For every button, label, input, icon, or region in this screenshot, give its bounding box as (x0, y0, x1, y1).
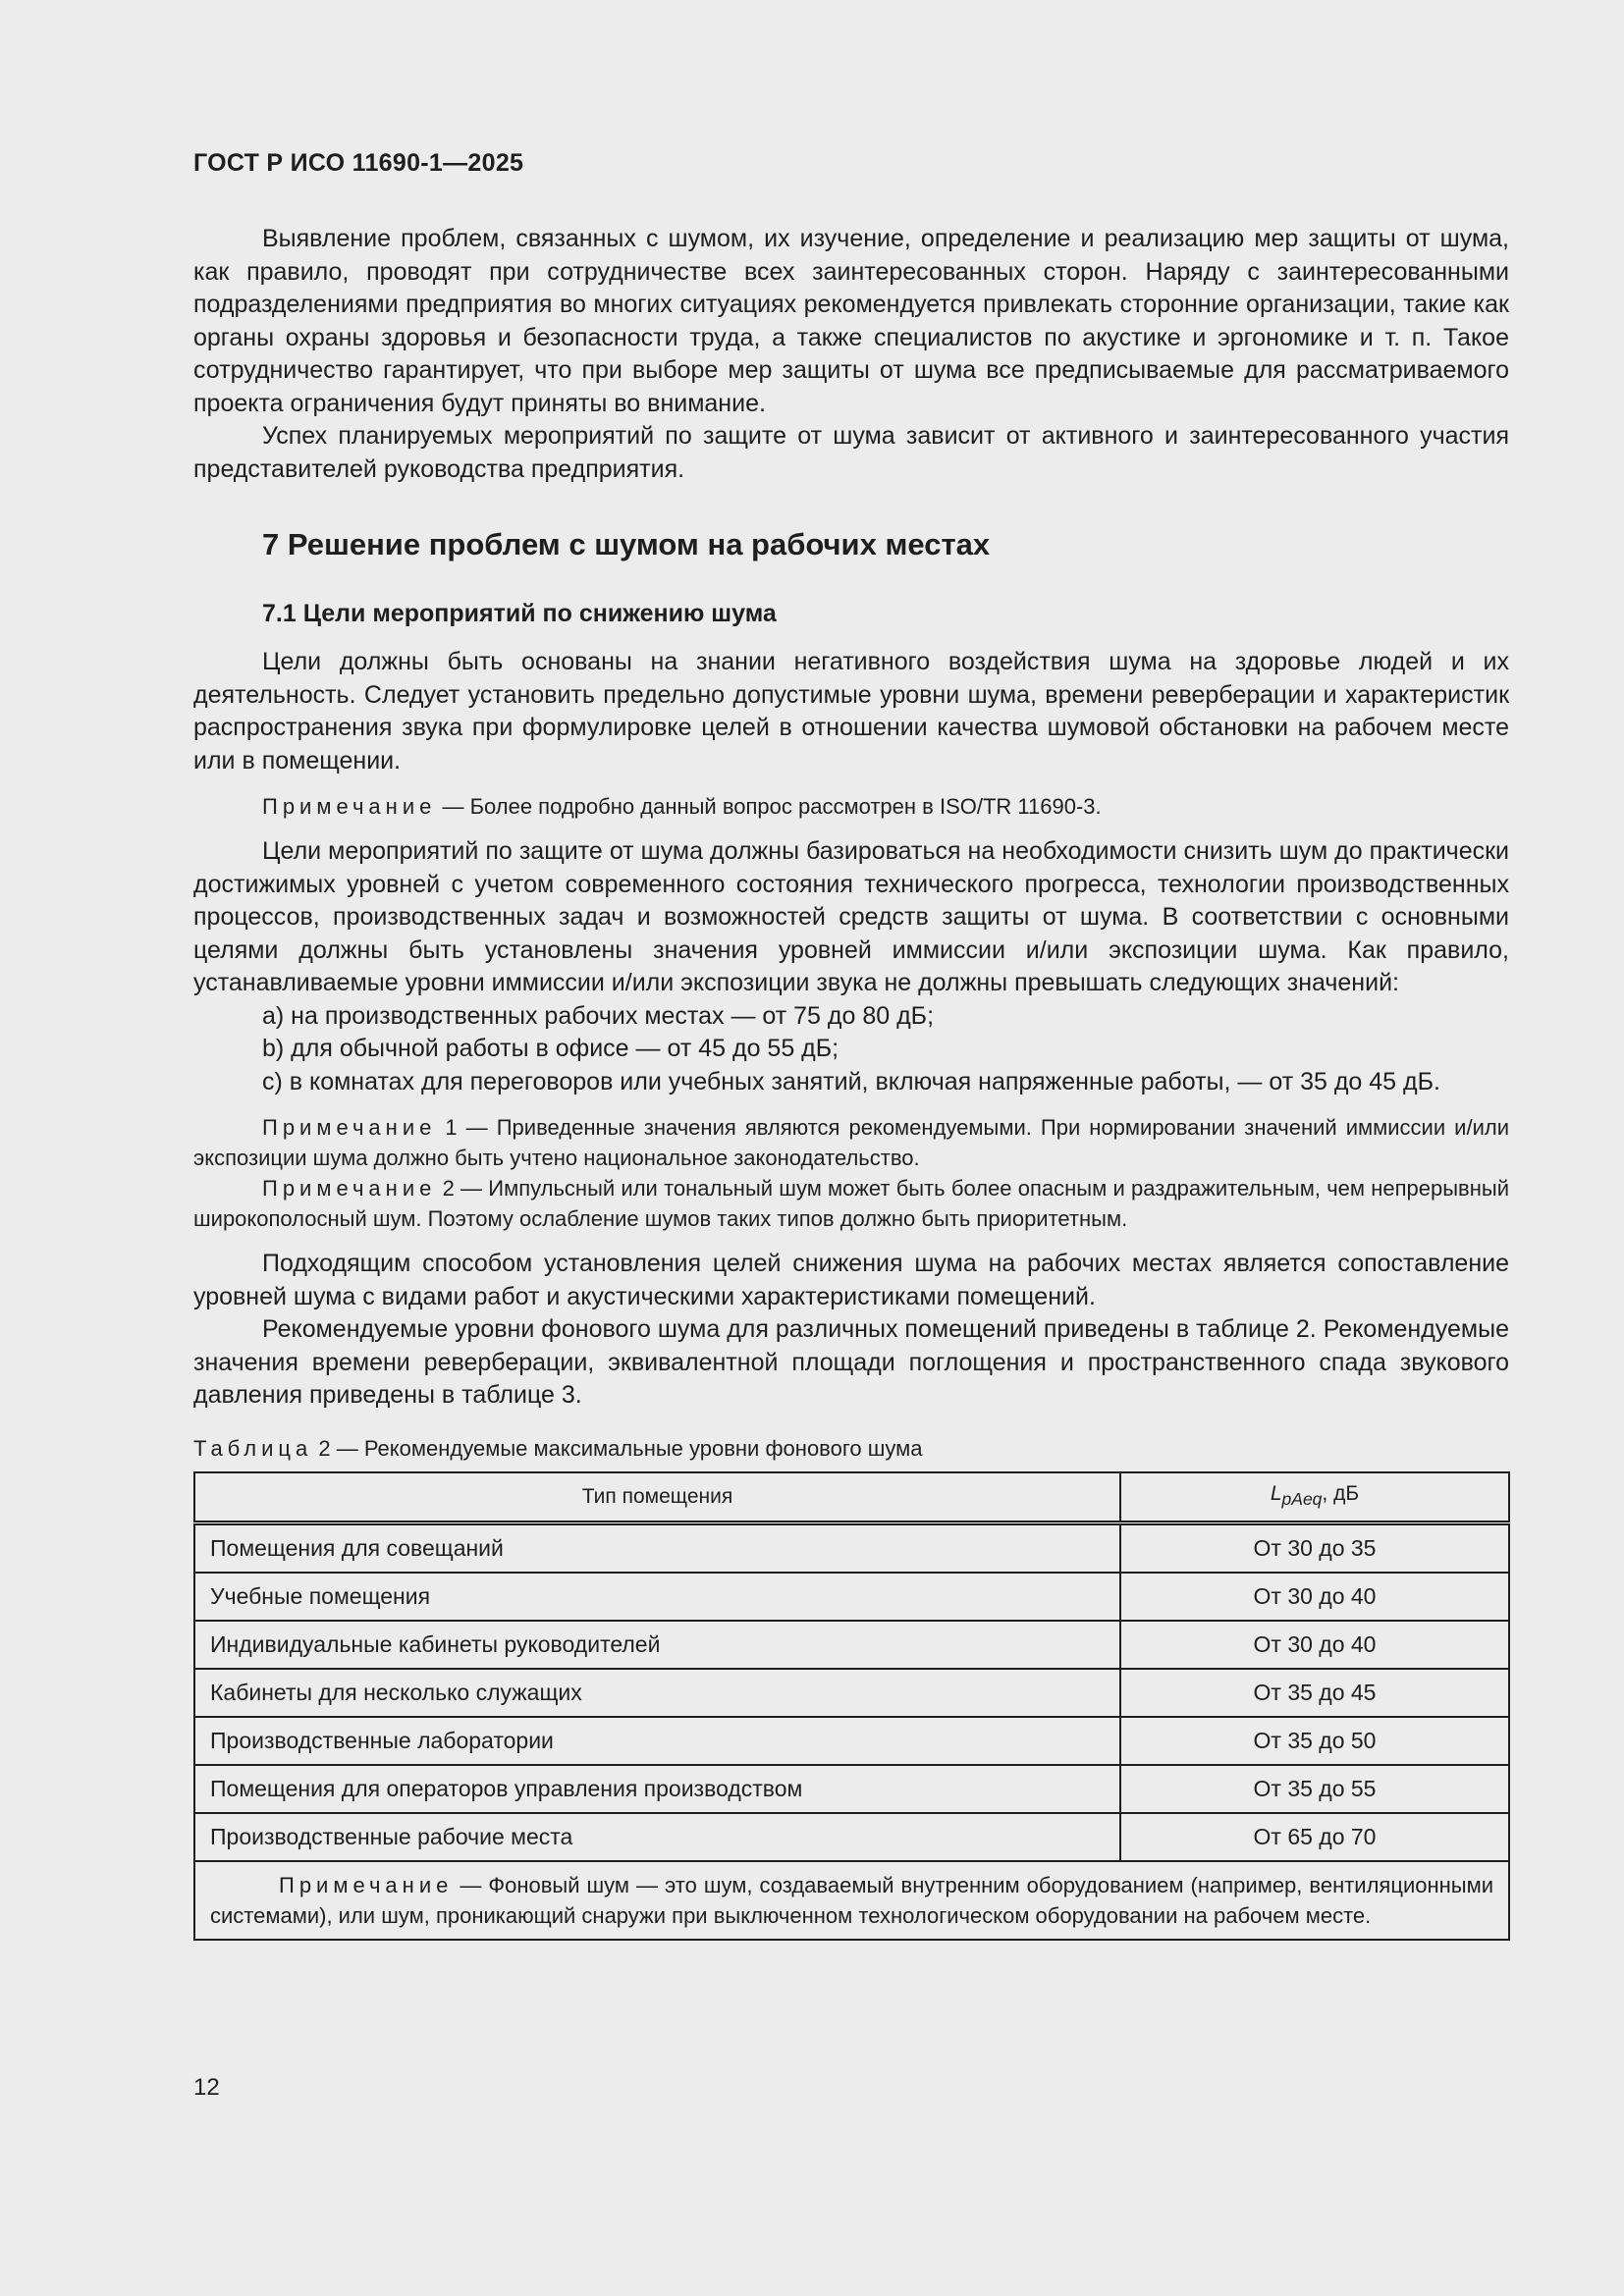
cell-level: От 30 до 40 (1120, 1573, 1509, 1621)
list-item: c) в комнатах для переговоров или учебных занятий, включая напряженные работы, — от 35 до 45 дБ. (262, 1067, 1440, 1095)
note-text: 2 — Импульсный или тональный шум может быть более опасным и раздражительным, чем непрерывный широкополосный шум. Поэтому ослабление шумов таких типов должно быть приоритетным. (193, 1176, 1509, 1231)
paragraph: Цели мероприятий по защите от шума должны базироваться на необходимости снизить шум до практически достижимых уровней с учетом современного состояния технического прогресса, технологии производственных процессов, производственных задач и возможностей средств защиты от шума. В соответствии с основными целями должны быть установлены значения уровней иммиссии и/или экспозиции шума. Как правило, устанавливаемые уровни иммиссии и/или экспозиции звука не должны превышать следующих значений: (193, 837, 1509, 996)
column-header-level (1120, 1472, 1509, 1523)
cell-room: Учебные помещения (194, 1573, 1120, 1621)
level-unit: , дБ (1322, 1482, 1360, 1506)
cell-level: От 65 до 70 (1120, 1813, 1509, 1861)
note-label: Примечание (262, 1176, 437, 1201)
level-subscript: pAeq (1281, 1489, 1323, 1510)
noise-levels-table (193, 1471, 1510, 1941)
table-header-row (194, 1472, 1509, 1523)
table-row (194, 1813, 1509, 1861)
list-item: b) для обычной работы в офисе — от 45 до 55 дБ; (262, 1035, 839, 1062)
table-caption-label: Таблица (193, 1435, 313, 1461)
cell-room: Производственные лаборатории (194, 1717, 1120, 1765)
table-row (194, 1717, 1509, 1765)
table-row (194, 1765, 1509, 1813)
document-header: ГОСТ Р ИСО 11690-1—2025 (193, 149, 524, 177)
column-header-room-type: Тип помещения (194, 1472, 1120, 1523)
table-row (194, 1669, 1509, 1717)
cell-level: От 35 до 45 (1120, 1669, 1509, 1717)
list-item: a) на производственных рабочих местах — от 75 до 80 дБ; (262, 1001, 935, 1030)
footnote-text: — Фоновый шум — это шум, создаваемый внутренним оборудованием (например, вентиляционными системами), или шум, проникающий снаружи при выключенном технологическом оборудовании на рабочем месте. (210, 1872, 1493, 1928)
note-text: 1 — Приведенные значения являются рекомендуемыми. При нормировании значений иммиссии и/или экспозиции шума должно быть учтено национальное законодательство. (193, 1115, 1509, 1170)
cell-level: От 35 до 55 (1120, 1765, 1509, 1813)
note (193, 1112, 1509, 1173)
note (193, 1173, 1509, 1234)
level-symbol: L (1270, 1482, 1282, 1506)
document-body (193, 223, 1509, 1941)
note-label: Примечание (262, 794, 437, 819)
cell-room: Индивидуальные кабинеты руководителей (194, 1621, 1120, 1669)
cell-room: Помещения для совещаний (194, 1522, 1120, 1573)
note-label: Примечание (262, 1115, 437, 1140)
table-row (194, 1573, 1509, 1621)
table-row (194, 1522, 1509, 1573)
page-number: 12 (193, 2074, 220, 2101)
cell-room: Помещения для операторов управления производством (194, 1765, 1120, 1813)
section-heading: 7 Решение проблем с шумом на рабочих местах (262, 527, 991, 561)
table-footnote (194, 1861, 1509, 1940)
footnote-label: Примечание (279, 1872, 454, 1897)
cell-level: От 30 до 40 (1120, 1621, 1509, 1669)
table-caption (193, 1434, 1509, 1464)
cell-level: От 35 до 50 (1120, 1717, 1509, 1765)
paragraph: Выявление проблем, связанных с шумом, их изучение, определение и реализацию мер защиты от шума, как правило, проводят при сотрудничестве всех заинтересованных сторон. Наряду с заинтересованными подразделениями предприятия во многих ситуациях рекомендуется привлекать сторонние организации, такие как органы охраны здоровья и безопасности труда, а также специалистов по акустике и эргономике и т. п. Такое сотрудничество гарантирует, что при выборе мер защиты от шума все предписываемые для рассматриваемого проекта ограничения будут приняты во внимание. (193, 225, 1509, 417)
paragraph: Подходящим способом установления целей снижения шума на рабочих местах является сопоставление уровней шума с видами работ и акустическими характеристиками помещений. (193, 1250, 1509, 1310)
subsection-heading: 7.1 Цели мероприятий по снижению шума (262, 600, 777, 627)
paragraph: Рекомендуемые уровни фонового шума для различных помещений приведены в таблице 2. Рекомендуемые значения времени реверберации, эквивалентной площади поглощения и пространственного спада звукового давления приведены в таблице 3. (193, 1315, 1509, 1409)
paragraph: Успех планируемых мероприятий по защите от шума зависит от активного и заинтересованного участия представителей руководства предприятия. (193, 422, 1509, 483)
note-text: — Более подробно данный вопрос рассмотрен в ISO/TR 11690-3. (436, 794, 1102, 819)
cell-level: От 30 до 35 (1120, 1522, 1509, 1573)
table-caption-text: 2 — Рекомендуемые максимальные уровни фонового шума (312, 1435, 923, 1461)
cell-room: Производственные рабочие места (194, 1813, 1120, 1861)
cell-room: Кабинеты для несколько служащих (194, 1669, 1120, 1717)
paragraph: Цели должны быть основаны на знании негативного воздействия шума на здоровье людей и их деятельность. Следует установить предельно допустимые уровни шума, времени реверберации и характеристик распространения звука при формулировке целей в отношении качества шумовой обстановки на рабочем месте или в помещении. (193, 648, 1509, 774)
note (193, 791, 1509, 822)
table-row (194, 1621, 1509, 1669)
table-footnote-row (194, 1861, 1509, 1940)
